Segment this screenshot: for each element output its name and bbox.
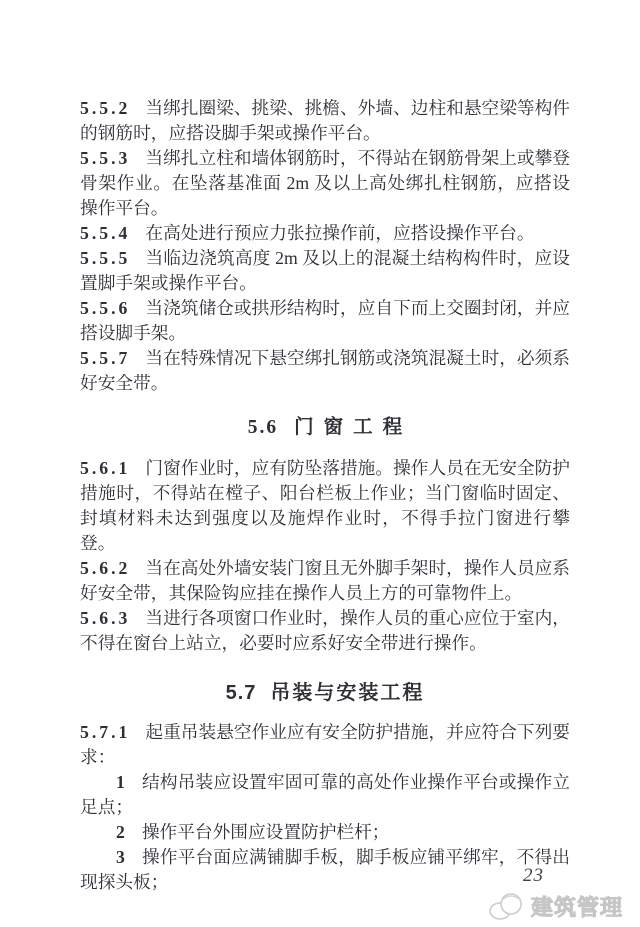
clause-5-5-4 xyxy=(80,221,570,246)
clause-text: 在高处进行预应力张拉操作前，应搭设操作平台。 xyxy=(145,223,535,243)
clause-text: 当进行各项窗口作业时，操作人员的重心应位于室内，不得在窗台上站立，必要时应系好安全带进行操作。 xyxy=(80,608,570,653)
clause-text: 门窗作业时，应有防坠落措施。操作人员在无安全防护措施时，不得站在樘子、阳台栏板上作业；当门窗临时固定、封填材料未达到强度以及施焊作业时，不得手拉门窗进行攀登。 xyxy=(80,458,570,553)
publisher-watermark xyxy=(488,889,623,923)
section-title: 吊装与安装工程 xyxy=(270,682,425,704)
clause-text: 当绑扎立柱和墙体钢筋时，不得站在钢筋骨架上或攀登骨架作业。在坠落基准面 2m 及以上高处绑扎柱钢筋，应搭设操作平台。 xyxy=(80,148,570,218)
clause-number: 5.5.3 xyxy=(80,148,131,168)
clause-5-5-7 xyxy=(80,346,570,396)
section-heading-5-7 xyxy=(80,678,570,708)
list-item-number: 3 xyxy=(116,847,125,867)
clause-number: 5.6.2 xyxy=(80,558,131,578)
clause-5-6-3 xyxy=(80,606,570,656)
clause-5-6-1 xyxy=(80,456,570,556)
clause-number: 5.6.3 xyxy=(80,608,131,628)
clause-number: 5.5.7 xyxy=(80,348,131,368)
list-item-2 xyxy=(80,820,570,845)
section-title: 门窗工程 xyxy=(294,417,413,438)
watermark-text: 建筑管理 xyxy=(531,894,624,920)
list-item-number: 1 xyxy=(116,772,125,792)
section-number: 5.6 xyxy=(247,417,279,438)
clause-text: 起重吊装悬空作业应有安全防护措施，并应符合下列要求： xyxy=(80,722,570,767)
clause-number: 5.5.5 xyxy=(80,248,131,268)
clause-5-5-5 xyxy=(80,246,570,296)
clause-text: 当在特殊情况下悬空绑扎钢筋或浇筑混凝土时，必须系好安全带。 xyxy=(80,348,570,393)
clause-number: 5.5.2 xyxy=(80,98,131,118)
clause-5-5-6 xyxy=(80,296,570,346)
page-body-text xyxy=(80,96,570,895)
page-number: 23 xyxy=(523,865,544,886)
clause-5-6-2 xyxy=(80,556,570,606)
clause-number: 5.5.6 xyxy=(80,298,131,318)
clause-5-5-3 xyxy=(80,146,570,221)
list-item-3 xyxy=(80,845,570,895)
list-item-text: 操作平台外围应设置防护栏杆； xyxy=(141,822,390,842)
clause-text: 当绑扎圈梁、挑梁、挑檐、外墙、边柱和悬空梁等构件的钢筋时，应搭设脚手架或操作平台。 xyxy=(80,98,570,143)
list-item-1 xyxy=(80,770,570,820)
clause-text: 当在高处外墙安装门窗且无外脚手架时，操作人员应系好安全带，其保险钩应挂在操作人员上方的可靠物件上。 xyxy=(80,558,570,603)
clause-number: 5.6.1 xyxy=(80,458,131,478)
clause-5-5-2 xyxy=(80,96,570,146)
section-heading-5-6 xyxy=(80,414,570,442)
list-item-number: 2 xyxy=(116,822,125,842)
list-item-text: 结构吊装应设置牢固可靠的高处作业操作平台或操作立足点； xyxy=(80,772,570,817)
clause-text: 当临边浇筑高度 2m 及以上的混凝土结构构件时，应设置脚手架或操作平台。 xyxy=(80,248,570,293)
builder-cartoon-icon xyxy=(488,890,526,922)
clause-number: 5.7.1 xyxy=(80,722,131,742)
clause-number: 5.5.4 xyxy=(80,223,131,243)
section-number: 5.7 xyxy=(225,682,257,704)
clause-5-7-1 xyxy=(80,720,570,770)
list-item-text: 操作平台面应满铺脚手板，脚手板应铺平绑牢，不得出现探头板； xyxy=(80,847,570,892)
clause-text: 当浇筑储仓或拱形结构时，应自下而上交圈封闭，并应搭设脚手架。 xyxy=(80,298,570,343)
